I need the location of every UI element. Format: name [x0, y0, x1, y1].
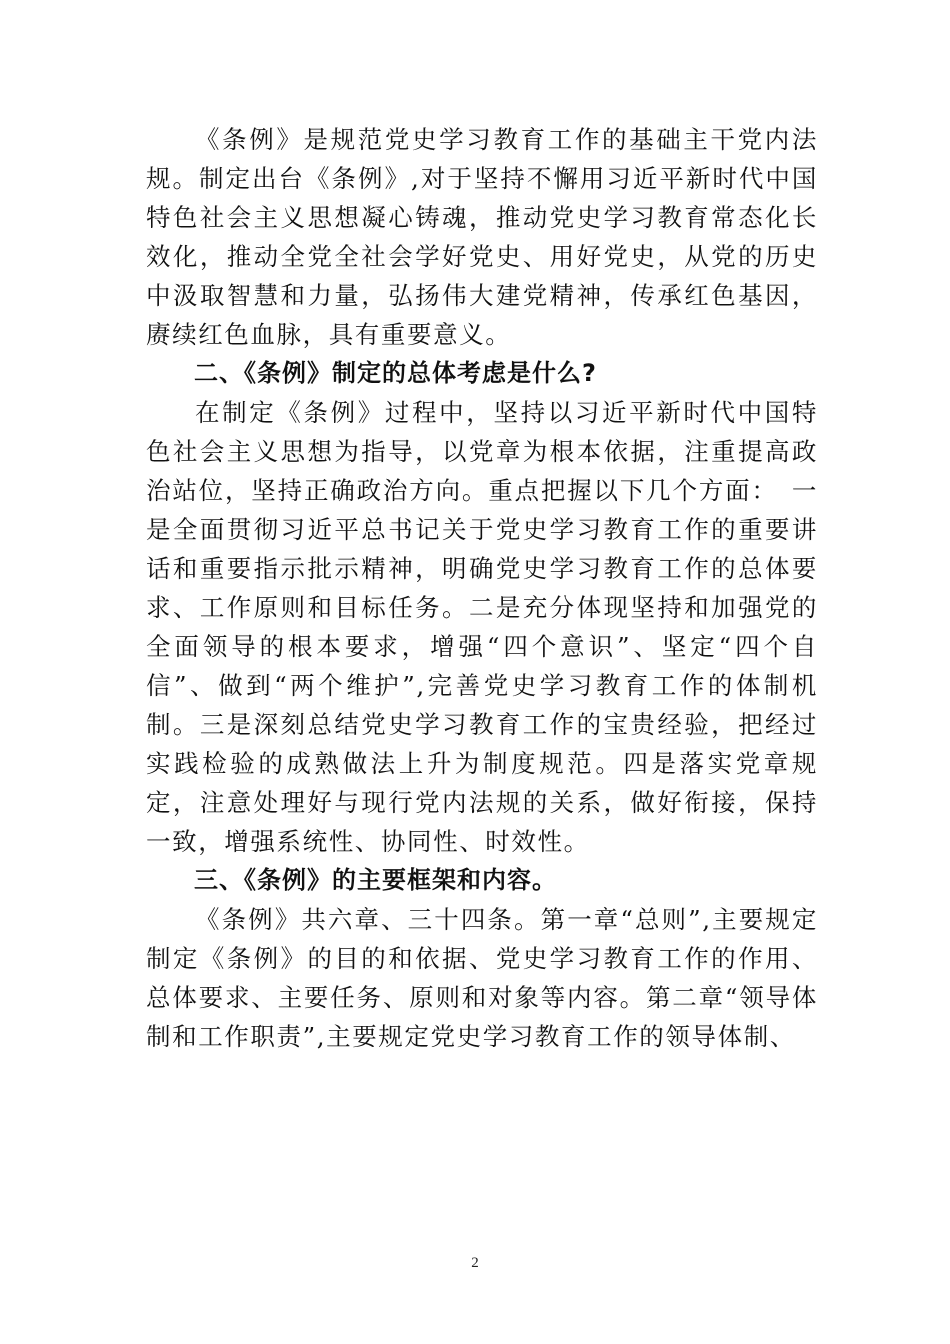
paragraph-framework-content: 《条例》共六章、三十四条。第一章“总则”,主要规定制定《条例》的目的和依据、党史学习教育工作的作用、总体要求、主要任务、原则和对象等内容。第二章“领导体制和工作职责”,主要规定党史学习教育工作的领导体制、: [146, 905, 818, 1051]
section-heading-framework-content: 三、《条例》的主要框架和内容。: [194, 866, 557, 894]
paragraph-overall-considerations: 在制定《条例》过程中，坚持以习近平新时代中国特色社会主义思想为指导，以党章为根本依据，注重提高政治站位，坚持正确政治方向。重点把握以下几个方面： 一是全面贯彻习近平总书记关于党史学习教育工作的重要讲话和重要指示批示精神，明确党史学习教育工作的总体要求、工作原则和目标任务。二是充分体现坚持和加强党的全面领导的根本要求，增强“四个意识”、坚定“四个自信”、做到“两个维护”,完善党史学习教育工作的体制机制。三是深刻总结党史学习教育工作的宝贵经验，把经过实践检验的成熟做法上升为制度规范。四是落实党章规定，注意处理好与现行党内法规的关系，做好衔接，保持一致，增强系统性、协同性、时效性。: [146, 398, 818, 856]
document-body: [146, 120, 818, 1056]
page-number: 2: [471, 1255, 479, 1271]
paragraph-significance: 《条例》是规范党史学习教育工作的基础主干党内法规。制定出台《条例》,对于坚持不懈用习近平新时代中国特色社会主义思想凝心铸魂，推动党史学习教育常态化长效化，推动全党全社会学好党史、用好党史，从党的历史中汲取智慧和力量，弘扬伟大建党精神，传承红色基因，赓续红色血脉，具有重要意义。: [146, 125, 818, 349]
section-heading-overall-considerations: 二、《条例》制定的总体考虑是什么?: [194, 359, 597, 387]
